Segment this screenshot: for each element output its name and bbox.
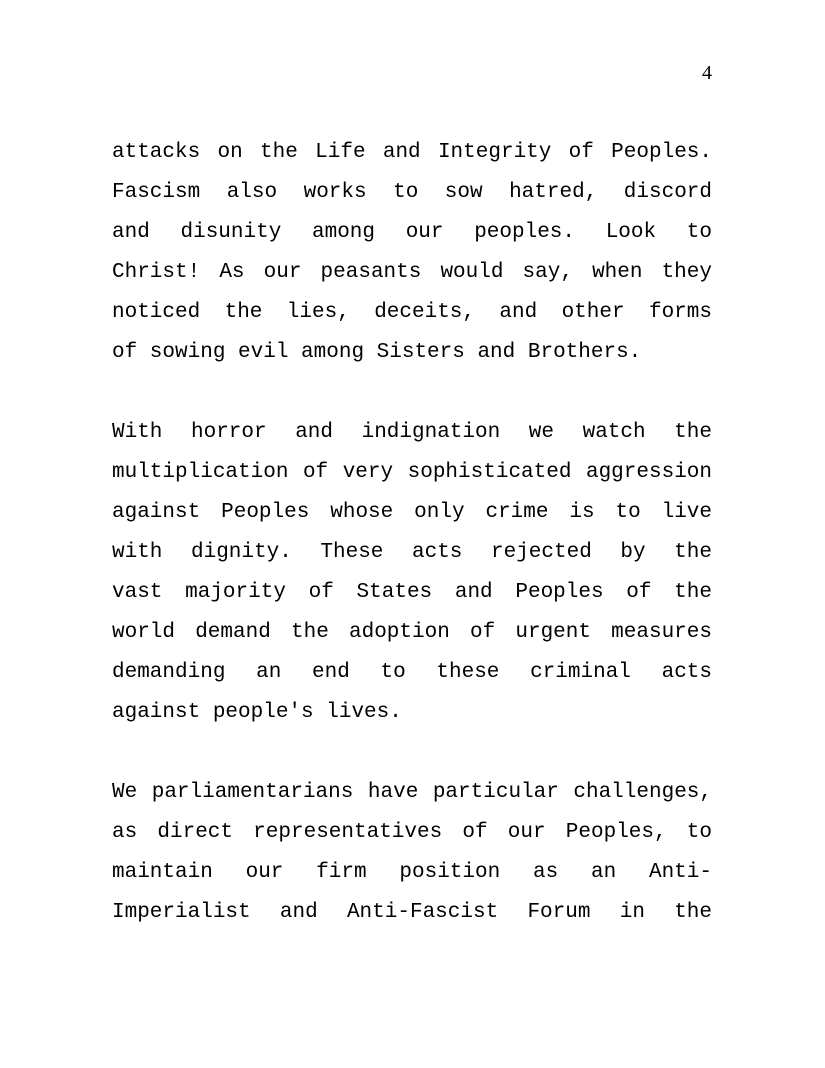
text-line: as direct representatives of our Peoples, to xyxy=(112,821,712,844)
text-line: multiplication of very sophisticated aggression xyxy=(112,461,712,484)
page-number: 4 xyxy=(702,62,712,84)
text-line: of sowing evil among Sisters and Brothers. xyxy=(112,341,642,364)
text-line: against people's lives. xyxy=(112,701,402,724)
text-line: With horror and indignation we watch the xyxy=(112,421,712,444)
text-line: attacks on the Life and Integrity of Peoples. xyxy=(112,141,712,164)
text-line: against Peoples whose only crime is to live xyxy=(112,501,712,524)
text-line: Christ! As our peasants would say, when they xyxy=(112,261,712,284)
text-line: noticed the lies, deceits, and other forms xyxy=(112,301,712,324)
text-line: world demand the adoption of urgent measures xyxy=(112,621,712,644)
text-line: demanding an end to these criminal acts xyxy=(112,661,712,684)
text-line: Imperialist and Anti-Fascist Forum in the xyxy=(112,901,712,924)
text-line: with dignity. These acts rejected by the xyxy=(112,541,712,564)
text-line: maintain our firm position as an Anti- xyxy=(112,861,712,884)
paragraph xyxy=(112,133,712,373)
text-line: We parliamentarians have particular challenges, xyxy=(112,781,712,804)
paragraph xyxy=(112,773,712,933)
text-line: and disunity among our peoples. Look to xyxy=(112,221,712,244)
document-body xyxy=(112,133,712,973)
text-line: vast majority of States and Peoples of the xyxy=(112,581,712,604)
text-line: Fascism also works to sow hatred, discord xyxy=(112,181,712,204)
paragraph xyxy=(112,413,712,733)
